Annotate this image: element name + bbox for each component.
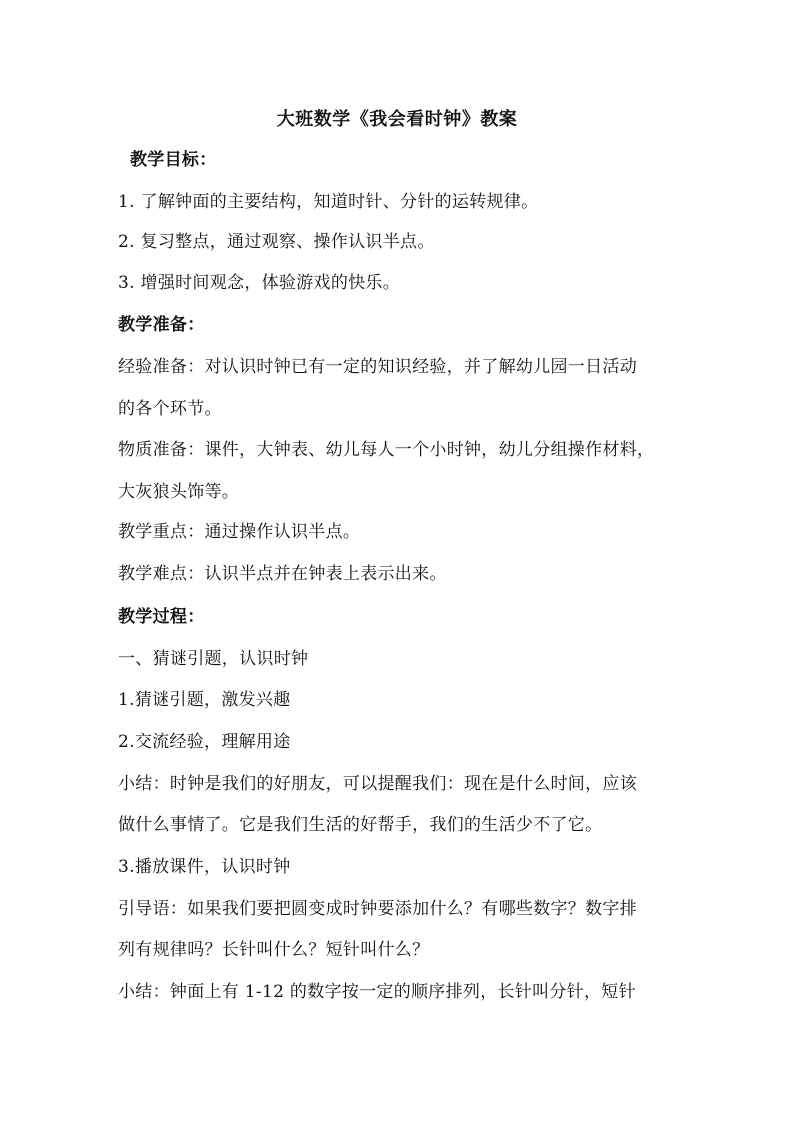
heading-teaching-process: 教学过程： <box>118 607 205 627</box>
teaching-key-point: 教学重点：通过操作认识半点。 <box>118 522 361 542</box>
section-one-heading: 一、猜谜引题，认识时钟 <box>118 649 309 669</box>
process-step-1: 1.猜谜引题，激发兴趣 <box>118 690 291 710</box>
material-preparation-line-1: 物质准备：课件，大钟表、幼儿每人一个小时钟，幼儿分组操作材料， <box>118 440 655 460</box>
guiding-question-line-1: 引导语：如果我们要把圆变成时钟要添加什么？有哪些数字？数字排 <box>118 899 637 919</box>
guiding-question-line-2: 列有规律吗？长针叫什么？短针叫什么？ <box>118 940 430 960</box>
process-step-3: 3.播放课件，认识时钟 <box>118 857 291 877</box>
goal-item-3: 3. 增强时间观念，体验游戏的快乐。 <box>118 273 401 293</box>
process-step-2: 2.交流经验，理解用途 <box>118 732 291 752</box>
document-title: 大班数学《我会看时钟》教案 <box>276 109 518 130</box>
goal-item-1: 1. 了解钟面的主要结构，知道时针、分针的运转规律。 <box>118 192 539 212</box>
summary-1-line-1: 小结：时钟是我们的好朋友，可以提醒我们：现在是什么时间，应该 <box>118 774 637 794</box>
summary-2-line-1: 小结：钟面上有 1-12 的数字按一定的顺序排列，长针叫分针，短针 <box>118 982 636 1002</box>
goal-item-2: 2. 复习整点，通过观察、操作认识半点。 <box>118 232 435 252</box>
heading-teaching-goals: 教学目标： <box>130 150 217 170</box>
experience-preparation-line-2: 的各个环节。 <box>118 399 222 419</box>
material-preparation-line-2: 大灰狼头饰等。 <box>118 482 240 502</box>
experience-preparation-line-1: 经验准备：对认识时钟已有一定的知识经验，并了解幼儿园一日活动 <box>118 357 637 377</box>
heading-teaching-preparation: 教学准备： <box>118 315 205 335</box>
teaching-difficulty: 教学难点：认识半点并在钟表上表示出来。 <box>118 564 447 584</box>
summary-1-line-2: 做什么事情了。它是我们生活的好帮手，我们的生活少不了它。 <box>118 815 603 835</box>
